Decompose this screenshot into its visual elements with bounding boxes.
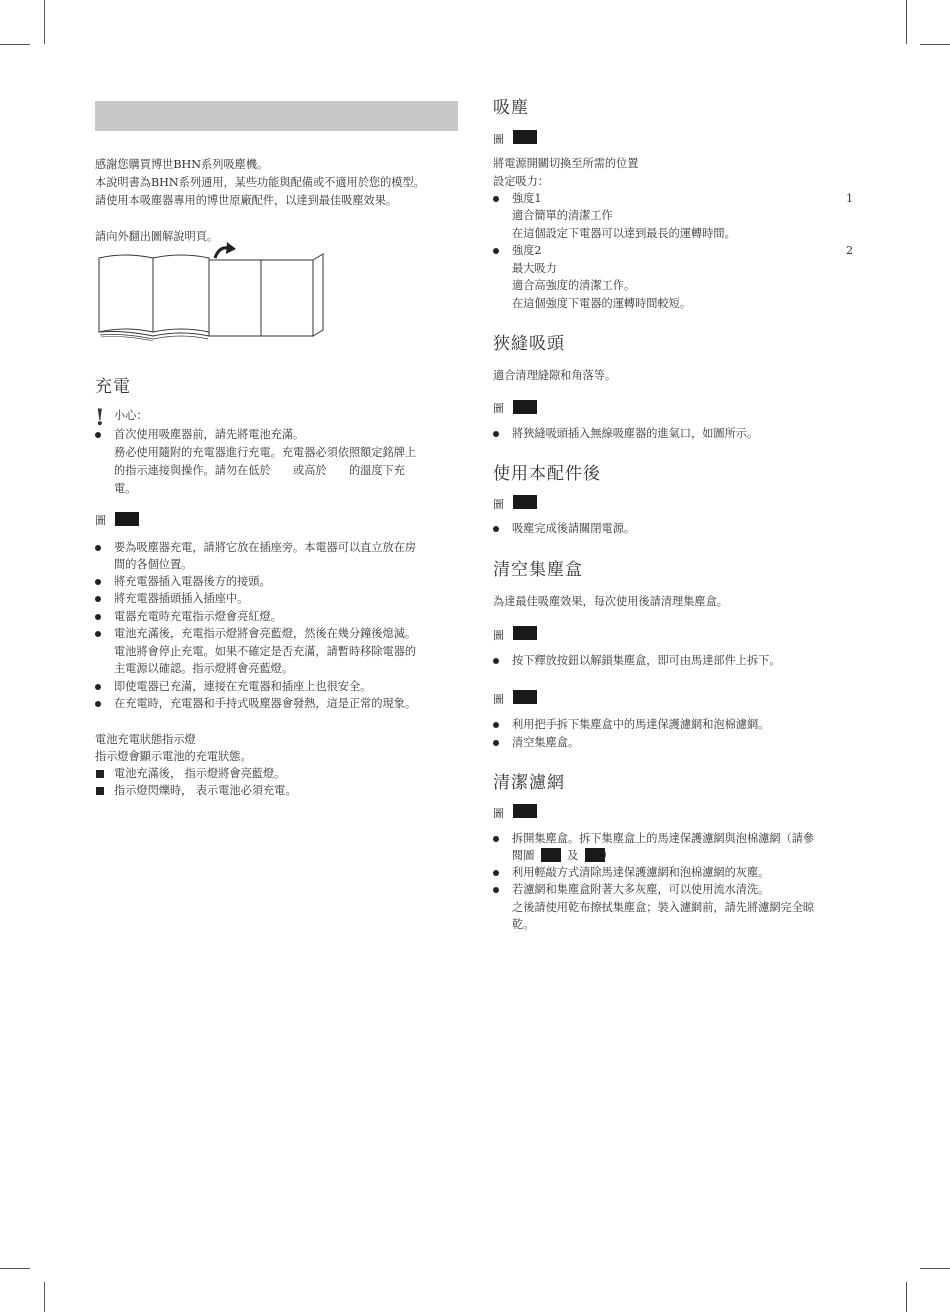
figure-label: 圖: [493, 693, 504, 706]
bullet: [493, 887, 499, 893]
filter-line: 及: [567, 849, 579, 862]
filter-line: 若濾網和集塵盒附著大多灰塵，可以使用流水清洗。: [512, 883, 770, 896]
indicator-item: 電池充滿後， 指示燈將會亮藍燈。: [114, 767, 286, 780]
bullet: [493, 740, 499, 746]
crevice-desc: 適合清理縫隙和角落等。: [493, 369, 617, 382]
foldout-booklet-illustration: [95, 240, 330, 342]
bullet: [95, 432, 101, 438]
crevice-item: 將狹縫吸頭插入無線吸塵器的進氣口，如圖所示。: [512, 427, 759, 440]
filter-line: 乾。: [512, 918, 535, 931]
figure-label: 圖: [95, 514, 106, 527]
bullet: [493, 526, 499, 532]
bullet: [493, 836, 499, 842]
figure-number-box: [513, 130, 537, 144]
bullet: [493, 722, 499, 728]
charge-step: 在充電時，充電器和手持式吸塵器會發熱，這是正常的現象。: [114, 697, 417, 710]
level1-label: 強度1: [512, 192, 542, 205]
indicator-desc: 指示燈會顯示電池的充電狀態。: [95, 750, 252, 763]
bullet: [95, 684, 101, 690]
clean-filter-heading: 清潔濾網: [493, 773, 565, 793]
crop-mark: [920, 1268, 950, 1269]
vacuum-intro: 設定吸力：: [493, 175, 549, 188]
level2-line: 在這個強度下電器的運轉時間較短。: [512, 297, 692, 310]
charge-step: 將充電器插入電器後方的接頭。: [114, 575, 271, 588]
empty-bin-heading: 清空集塵盒: [493, 560, 583, 580]
caution-line: 電。: [114, 482, 137, 495]
bullet: [95, 545, 101, 551]
figure-number-box: [513, 626, 537, 640]
vacuum-intro: 將電源開關切換至所需的位置: [493, 157, 639, 170]
charge-step: 電池將會停止充電。如果不確定是否充滿，請暫時移除電器的: [114, 645, 417, 658]
intro-line: 感謝您購買博世BHN系列吸塵機。: [95, 158, 269, 171]
crop-mark: [920, 44, 950, 45]
bullet: [95, 579, 101, 585]
bullet: [95, 701, 101, 707]
level1-line: 適合簡單的清潔工作: [512, 209, 613, 222]
figure-label: 圖: [493, 133, 504, 146]
figure-number-box: [513, 804, 537, 818]
empty-bin-item: 利用把手拆下集塵盒中的馬達保護濾網和泡棉濾網。: [512, 718, 770, 731]
charge-step: 要為吸塵器充電，請將它放在插座旁。本電器可以直立放在房: [114, 541, 417, 554]
crop-mark: [44, 0, 45, 44]
figure-label: 圖: [493, 402, 504, 415]
crop-mark: [0, 44, 30, 45]
filter-line: ）: [602, 849, 614, 862]
caution-line: 首次使用吸塵器前，請先將電池充滿。: [114, 428, 305, 441]
level2-line: 最大吸力: [512, 262, 557, 275]
intro-line: 本說明書為BHN系列通用，某些功能與配備或不適用於您的模型。: [95, 176, 425, 189]
bullet: [493, 431, 499, 437]
crop-mark: [0, 1268, 30, 1269]
square-bullet: [96, 787, 104, 795]
charge-step: 電池充滿後，充電指示燈將會亮藍燈，然後在幾分鐘後熄滅。: [114, 627, 417, 640]
figure-number-box: [513, 495, 537, 509]
figure-number-box: [115, 512, 139, 526]
level2-number: 2: [846, 244, 854, 257]
figure-label: 圖: [493, 498, 504, 511]
intro-line: 請使用本吸塵器專用的博世原廠配件，以達到最佳吸塵效果。: [95, 194, 398, 207]
empty-bin-item: 按下釋放按鈕以解鎖集塵盒，即可由馬達部件上拆下。: [512, 654, 781, 667]
level1-line: 在這個設定下電器可以達到最長的運轉時間。: [512, 227, 736, 240]
figure-number-box: [541, 848, 561, 862]
vacuum-heading: 吸塵: [493, 98, 529, 118]
square-bullet: [96, 770, 104, 778]
charge-step: 即使電器已充滿，連接在充電器和插座上也很安全。: [114, 680, 372, 693]
empty-bin-desc: 為達最佳吸塵效果，每次使用後請清理集塵盒。: [493, 595, 728, 608]
crop-mark: [906, 1282, 907, 1312]
charge-step: 將充電器插頭插入插座中。: [114, 592, 249, 605]
charge-step: 主電源以確認。指示燈將會亮藍燈。: [114, 662, 294, 675]
level2-line: 適合高強度的清潔工作。: [512, 279, 636, 292]
bullet: [95, 614, 101, 620]
bullet: [95, 631, 101, 637]
figure-label: 圖: [493, 629, 504, 642]
crop-mark: [906, 0, 907, 44]
bullet: [493, 248, 499, 254]
empty-bin-item: 清空集塵盒。: [512, 736, 580, 749]
bullet: [493, 870, 499, 876]
indicator-item: 指示燈閃爍時， 表示電池必須充電。: [114, 784, 297, 797]
crop-mark: [44, 1282, 45, 1312]
charge-step: 電器充電時充電指示燈會亮紅燈。: [114, 610, 282, 623]
bullet: [95, 596, 101, 602]
level2-label: 強度2: [512, 244, 542, 257]
foldout-note: 請向外翻出圖解說明頁。: [95, 230, 219, 243]
caution-line: 務必使用隨附的充電器進行充電。充電器必須依照額定銘牌上: [114, 446, 417, 459]
charge-step: 間的各個位置。: [114, 558, 193, 571]
bullet: [493, 196, 499, 202]
charging-heading: 充電: [95, 377, 131, 397]
caution-line: 的指示連接與操作。請勿在低於 或高於 的溫度下充: [114, 464, 405, 477]
section-header-band: [95, 101, 458, 131]
after-use-item: 吸塵完成後請關閉電源。: [512, 522, 636, 535]
indicator-title: 電池充電狀態指示燈: [95, 733, 196, 746]
figure-label: 圖: [493, 807, 504, 820]
filter-line: 之後請使用乾布擦拭集塵盒；裝入濾網前，請先將濾網完全晾: [512, 901, 815, 914]
figure-number-box: [513, 400, 537, 414]
crevice-heading: 狹縫吸頭: [493, 334, 565, 354]
caution-mark: !: [95, 405, 105, 431]
filter-line: 閱圖: [512, 849, 535, 862]
figure-number-box: [513, 690, 537, 704]
level1-number: 1: [846, 192, 854, 205]
filter-line: 拆開集塵盒。拆下集塵盒上的馬達保護濾網與泡棉濾網（請參: [512, 832, 815, 845]
filter-line: 利用輕敲方式清除馬達保護濾網和泡棉濾網的灰塵。: [512, 866, 770, 879]
after-use-heading: 使用本配件後: [493, 464, 601, 484]
bullet: [493, 658, 499, 664]
caution-title: 小心：: [114, 409, 148, 422]
